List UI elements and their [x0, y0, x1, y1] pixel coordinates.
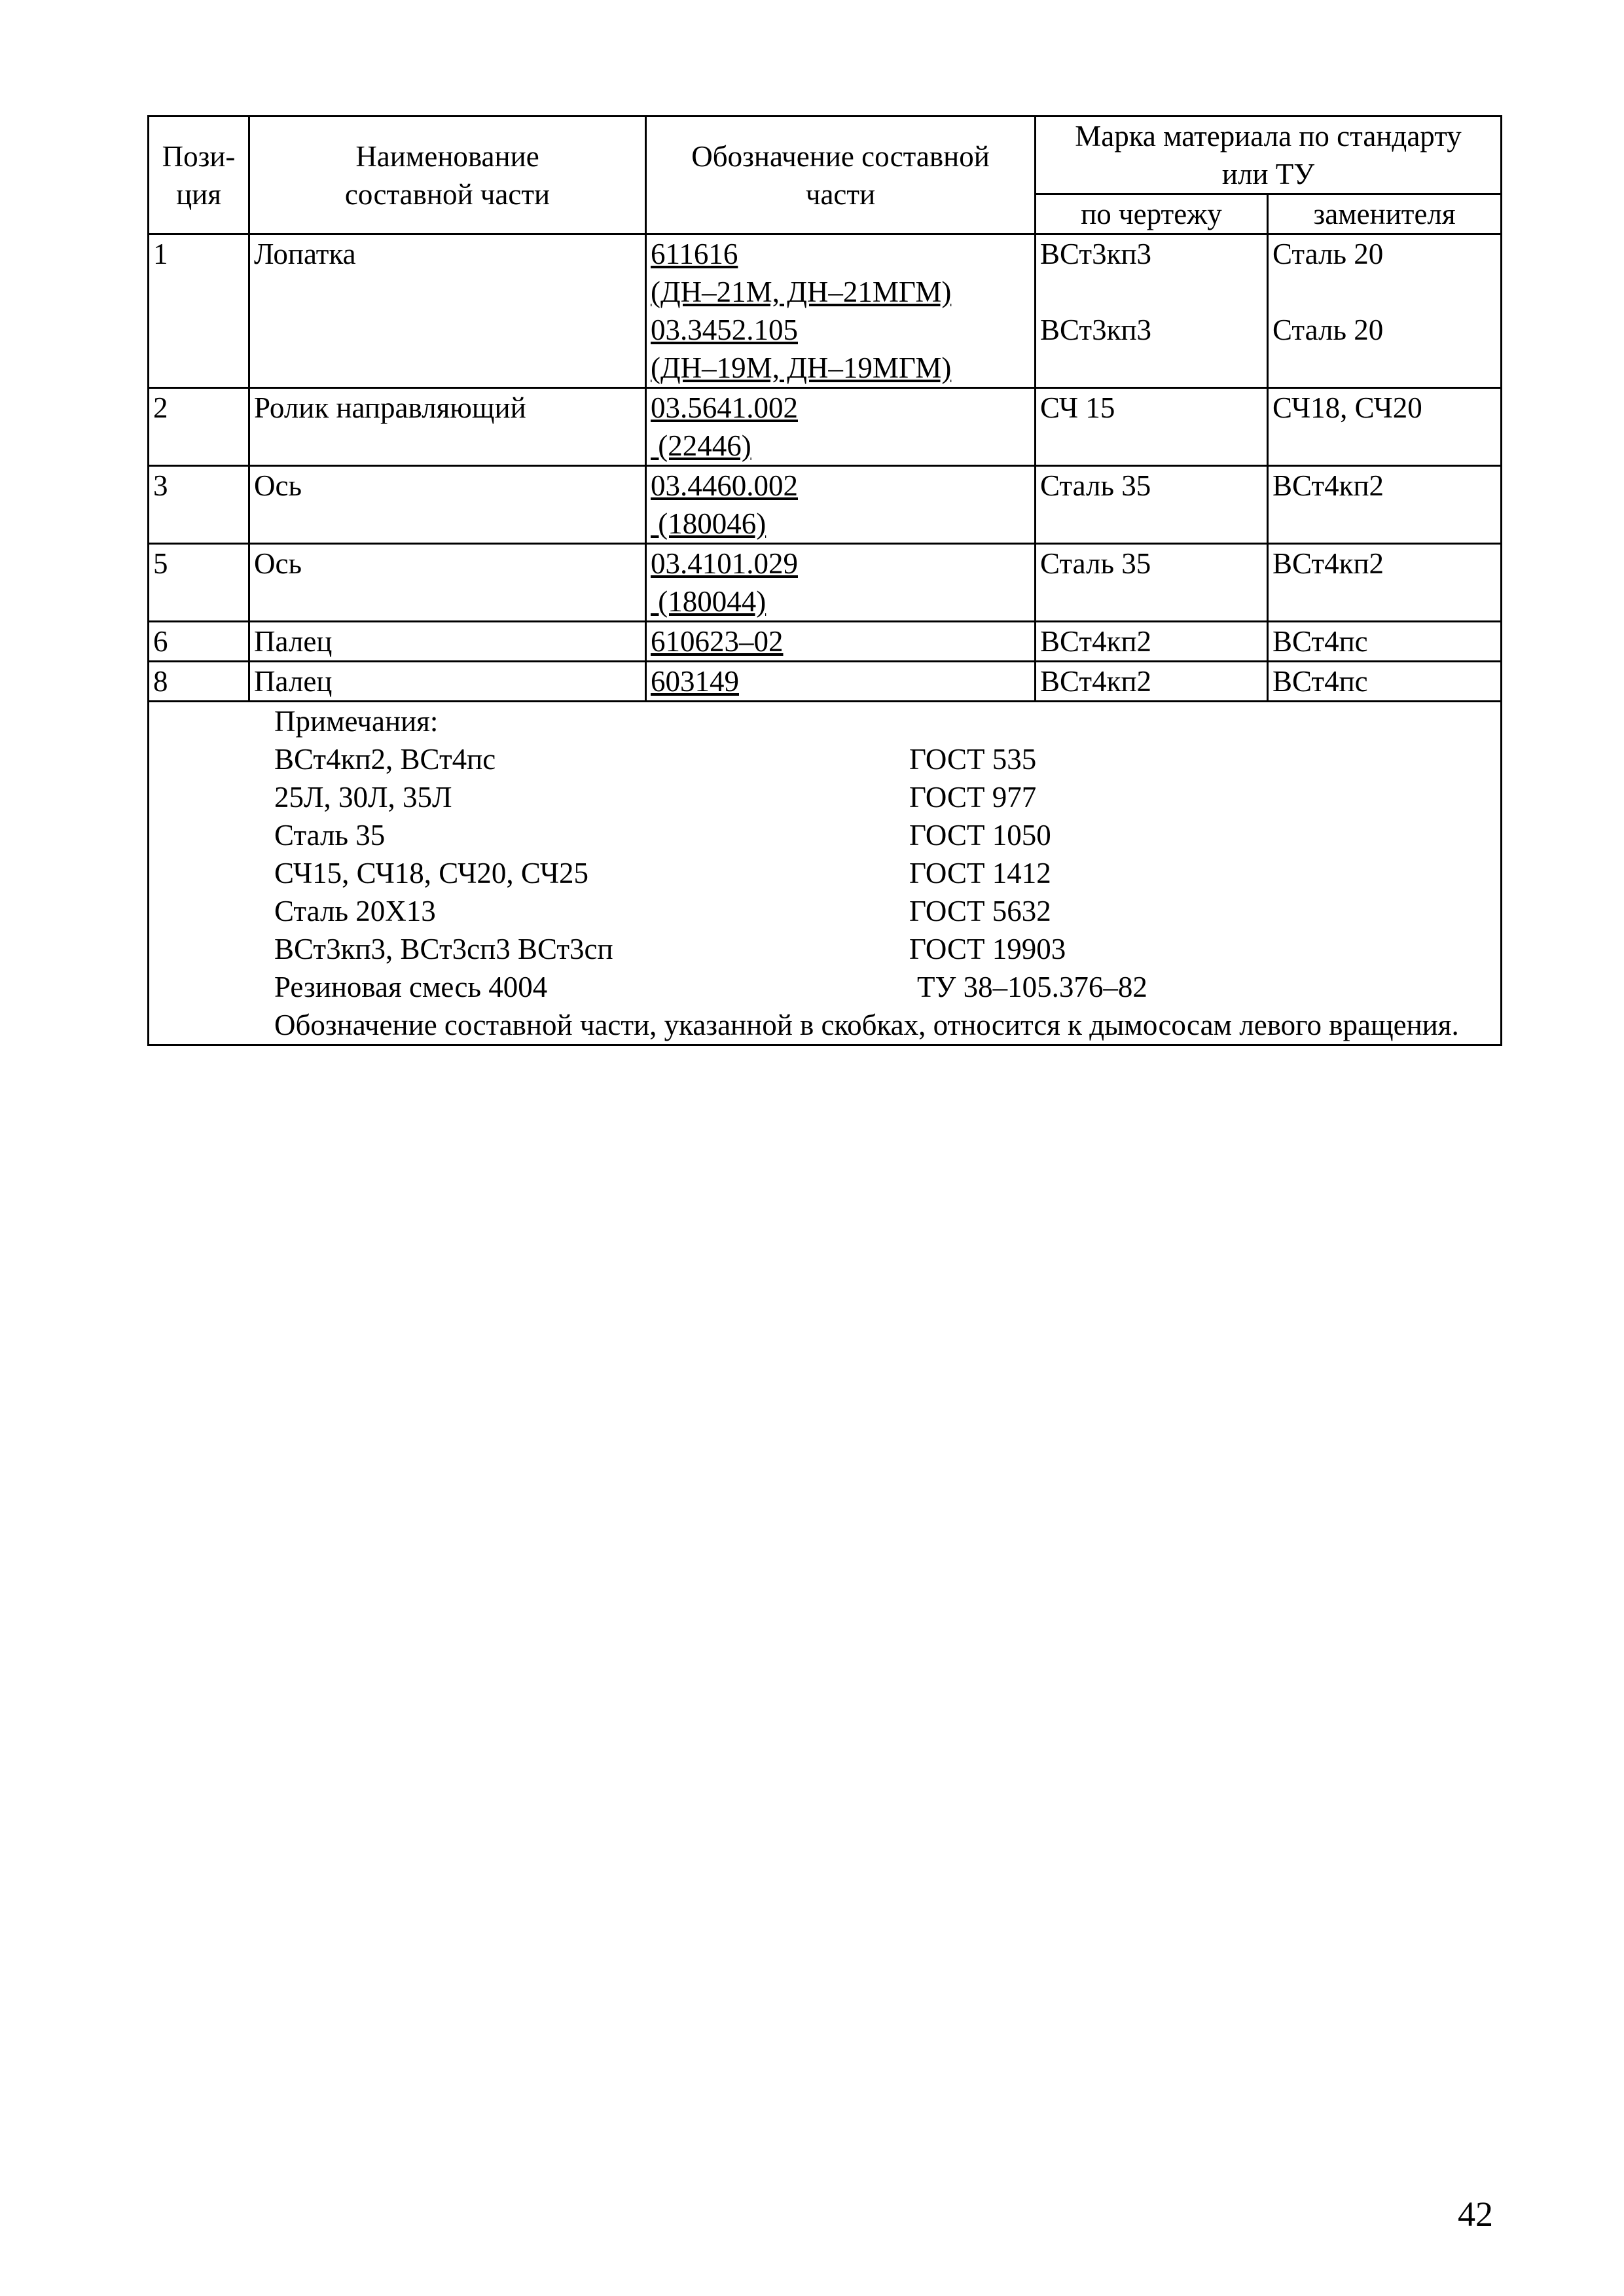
designation-code: (180046) [651, 507, 767, 540]
note-material: Сталь 20Х13 [274, 895, 436, 927]
table-row [149, 234, 1502, 388]
note-standard: ТУ 38–105.376–82 [917, 971, 1147, 1003]
header-name-text: Наименование составной части [344, 139, 550, 211]
position-number: 2 [153, 391, 168, 424]
designation-code: (ДН–19М, ДН–19МГМ) [651, 351, 952, 384]
note-standard: ГОСТ 5632 [909, 895, 1051, 927]
material-grade: ВСт4кп2 [1040, 665, 1152, 698]
cell-position [149, 622, 249, 662]
part-name: Ролик направляющий [254, 391, 526, 424]
cell-designation [646, 622, 1036, 662]
header-by-drawing: по чертежу [1036, 194, 1268, 234]
cell-position [149, 234, 249, 388]
part-name: Палец [254, 625, 333, 658]
header-name [249, 117, 646, 234]
cell-material-substitute [1268, 388, 1502, 466]
part-name: Палец [254, 665, 333, 698]
designation-code: 03.5641.002 [651, 391, 798, 424]
header-position [149, 117, 249, 234]
page-number: 42 [1458, 2195, 1493, 2234]
table-row [149, 466, 1502, 544]
note-item [153, 854, 1496, 892]
header-material-text: Марка материала по стандарту или ТУ [1075, 120, 1462, 190]
position-number: 8 [153, 665, 168, 698]
cell-position [149, 544, 249, 622]
substitute-grade [1272, 273, 1496, 311]
table-row [149, 544, 1502, 622]
note-item [153, 892, 1496, 930]
note-standard: ГОСТ 1050 [909, 819, 1051, 852]
table-row [149, 662, 1502, 702]
note-item [153, 778, 1496, 816]
note-item [153, 930, 1496, 968]
part-name: Ось [254, 547, 302, 580]
note-item [153, 816, 1496, 854]
note-standard: ГОСТ 977 [909, 781, 1037, 814]
cell-material-substitute [1268, 622, 1502, 662]
substitute-grade: ВСт4пс [1272, 665, 1368, 698]
cell-position [149, 388, 249, 466]
cell-name [249, 662, 646, 702]
cell-name [249, 466, 646, 544]
substitute-grade: ВСт4кп2 [1272, 547, 1384, 580]
note-standard: ГОСТ 1412 [909, 857, 1051, 889]
header-position-text: Пози- ция [162, 139, 236, 211]
note-material: СЧ15, СЧ18, СЧ20, СЧ25 [274, 857, 589, 889]
substitute-grade [1272, 349, 1496, 387]
designation-code: (22446) [651, 429, 751, 462]
designation-code: 03.3452.105 [651, 314, 798, 346]
material-grade: СЧ 15 [1040, 391, 1115, 424]
cell-material-drawing [1036, 662, 1268, 702]
note-item [153, 740, 1496, 778]
header-substitute: заменителя [1268, 194, 1502, 234]
designation-code: 03.4460.002 [651, 469, 798, 502]
position-number: 3 [153, 469, 168, 502]
table-body [149, 234, 1502, 702]
notes-footer: Обозначение составной части, указанной в скобках, относится к дымососам левого вращения. [274, 1009, 1459, 1041]
position-number: 1 [153, 238, 168, 270]
cell-material-substitute [1268, 466, 1502, 544]
designation-code: 611616 [651, 238, 738, 270]
material-grade [1040, 273, 1263, 311]
cell-designation [646, 544, 1036, 622]
table-row [149, 622, 1502, 662]
designation-code: (180044) [651, 585, 767, 618]
cell-designation [646, 466, 1036, 544]
position-number: 6 [153, 625, 168, 658]
cell-designation [646, 234, 1036, 388]
designation-code: 610623–02 [651, 625, 784, 658]
designation-code: 603149 [651, 665, 739, 698]
designation-code: 03.4101.029 [651, 547, 798, 580]
notes-cell [149, 702, 1502, 1045]
note-material: ВСт3кп3, ВСт3сп3 ВСт3сп [274, 933, 613, 965]
designation-code: (ДН–21М, ДН–21МГМ) [651, 276, 952, 308]
position-number: 5 [153, 547, 168, 580]
note-standard: ГОСТ 535 [909, 743, 1037, 776]
material-grade: ВСт3кп3 [1040, 238, 1152, 270]
material-grade [1040, 349, 1263, 387]
header-designation-text: Обозначение составной части [691, 139, 990, 211]
cell-material-drawing [1036, 544, 1268, 622]
cell-material-substitute [1268, 662, 1502, 702]
substitute-grade: ВСт4кп2 [1272, 469, 1384, 502]
cell-name [249, 544, 646, 622]
notes-list [153, 740, 1496, 1006]
cell-name [249, 388, 646, 466]
cell-designation [646, 388, 1036, 466]
material-grade: Сталь 35 [1040, 547, 1151, 580]
cell-name [249, 234, 646, 388]
note-material: 25Л, 30Л, 35Л [274, 781, 452, 814]
note-material: Резиновая смесь 4004 [274, 971, 548, 1003]
cell-material-substitute [1268, 544, 1502, 622]
notes-title: Примечания: [274, 705, 439, 738]
cell-material-substitute [1268, 234, 1502, 388]
header-material [1036, 117, 1502, 194]
note-material: ВСт4кп2, ВСт4пс [274, 743, 496, 776]
header-designation [646, 117, 1036, 234]
material-grade: ВСт4кп2 [1040, 625, 1152, 658]
cell-designation [646, 662, 1036, 702]
substitute-grade: СЧ18, СЧ20 [1272, 391, 1422, 424]
cell-material-drawing [1036, 466, 1268, 544]
cell-material-drawing [1036, 622, 1268, 662]
part-name: Ось [254, 469, 302, 502]
material-grade: ВСт3кп3 [1040, 314, 1152, 346]
table-row [149, 388, 1502, 466]
parts-table [147, 115, 1502, 1046]
substitute-grade: Сталь 20 [1272, 238, 1384, 270]
material-grade: Сталь 35 [1040, 469, 1151, 502]
substitute-grade: ВСт4пс [1272, 625, 1368, 658]
cell-material-drawing [1036, 388, 1268, 466]
part-name: Лопатка [254, 238, 356, 270]
cell-name [249, 622, 646, 662]
note-item [153, 968, 1496, 1006]
substitute-grade: Сталь 20 [1272, 314, 1384, 346]
cell-position [149, 466, 249, 544]
note-standard: ГОСТ 19903 [909, 933, 1066, 965]
cell-position [149, 662, 249, 702]
note-material: Сталь 35 [274, 819, 386, 852]
cell-material-drawing [1036, 234, 1268, 388]
